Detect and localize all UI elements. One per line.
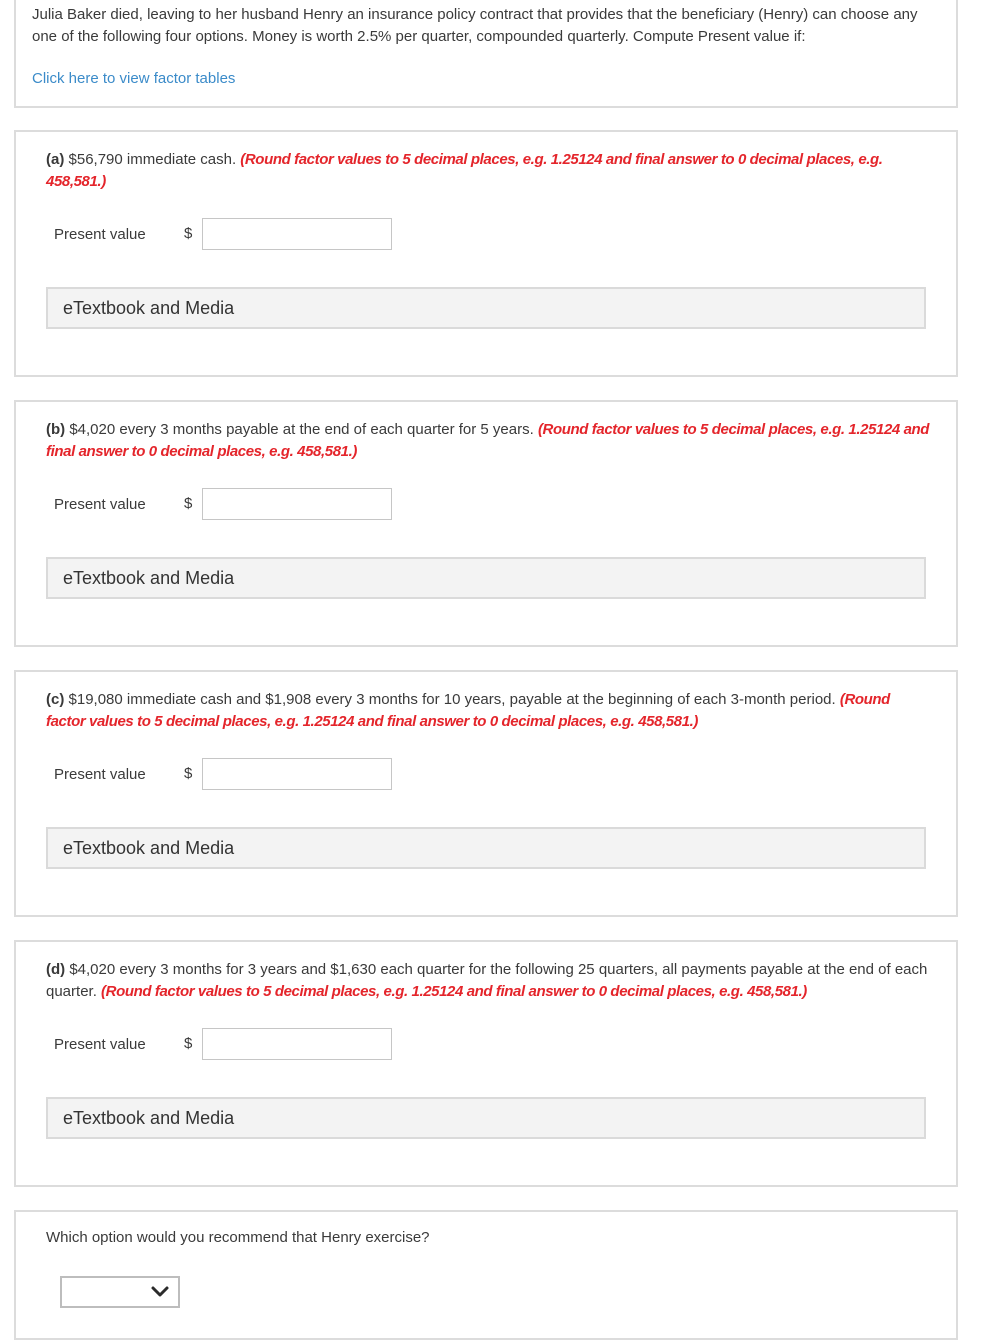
present-value-input-c[interactable]	[202, 758, 392, 790]
part-letter: (b)	[46, 421, 66, 438]
etextbook-media-label: eTextbook and Media	[63, 838, 235, 858]
chevron-down-icon	[150, 1283, 170, 1301]
present-value-input-a[interactable]	[202, 218, 392, 250]
present-value-label: Present value	[54, 226, 146, 243]
currency-symbol: $	[184, 765, 193, 782]
etextbook-media-label: eTextbook and Media	[63, 298, 235, 318]
part-c-card	[14, 670, 958, 917]
option-select-dropdown[interactable]	[60, 1276, 180, 1308]
present-value-label: Present value	[54, 496, 146, 513]
part-text: $56,790 immediate cash.	[64, 151, 241, 168]
part-letter: (a)	[46, 151, 65, 168]
etextbook-media-button-c[interactable]	[46, 827, 926, 869]
problem-statement: Julia Baker died, leaving to her husband Henry an insurance policy contract that provides that the beneficiary (Henry) can choose any one of the following four options. Money is worth 2.5% per quarter, compounded quarterly. Compute Present value if:	[32, 6, 918, 45]
part-letter: (d)	[46, 961, 66, 978]
currency-symbol: $	[184, 225, 193, 242]
etextbook-media-button-a[interactable]	[46, 287, 926, 329]
part-c-question	[46, 689, 930, 733]
recommendation-card	[14, 1210, 958, 1340]
intro-card	[14, 0, 958, 108]
part-b-card	[14, 400, 958, 647]
rounding-hint: (Round factor values to 5 decimal places, e.g. 1.25124 and final answer to 0 decimal places, e.g. 458,581.)	[46, 691, 890, 730]
currency-symbol: $	[184, 1035, 193, 1052]
rounding-hint: (Round factor values to 5 decimal places, e.g. 1.25124 and final answer to 0 decimal places, e.g. 458,581.)	[101, 983, 807, 1000]
part-d-question	[46, 959, 930, 1003]
part-text: $4,020 every 3 months for 3 years and $1,630 each quarter for the following 25 quarters, all payments payable at the end of each quarter.	[46, 961, 928, 1000]
etextbook-media-label: eTextbook and Media	[63, 1108, 235, 1128]
rounding-hint: (Round factor values to 5 decimal places, e.g. 1.25124 and final answer to 0 decimal places, e.g. 458,581.)	[46, 151, 883, 190]
part-a-question	[46, 149, 930, 193]
rounding-hint: (Round factor values to 5 decimal places, e.g. 1.25124 and final answer to 0 decimal places, e.g. 458,581.)	[46, 421, 930, 460]
factor-tables-link[interactable]: Click here to view factor tables	[32, 70, 236, 87]
present-value-label: Present value	[54, 766, 146, 783]
etextbook-media-button-b[interactable]	[46, 557, 926, 599]
part-b-question	[46, 419, 930, 463]
part-text: $19,080 immediate cash and $1,908 every 3 months for 10 years, payable at the beginning of each 3-month period.	[64, 691, 840, 708]
etextbook-media-button-d[interactable]	[46, 1097, 926, 1139]
present-value-input-d[interactable]	[202, 1028, 392, 1060]
part-letter: (c)	[46, 691, 65, 708]
recommendation-question: Which option would you recommend that Henry exercise?	[46, 1229, 430, 1246]
present-value-input-b[interactable]	[202, 488, 392, 520]
part-a-card	[14, 130, 958, 377]
etextbook-media-label: eTextbook and Media	[63, 568, 235, 588]
part-text: $4,020 every 3 months payable at the end of each quarter for 5 years.	[65, 421, 538, 438]
currency-symbol: $	[184, 495, 193, 512]
part-d-card	[14, 940, 958, 1187]
present-value-label: Present value	[54, 1036, 146, 1053]
